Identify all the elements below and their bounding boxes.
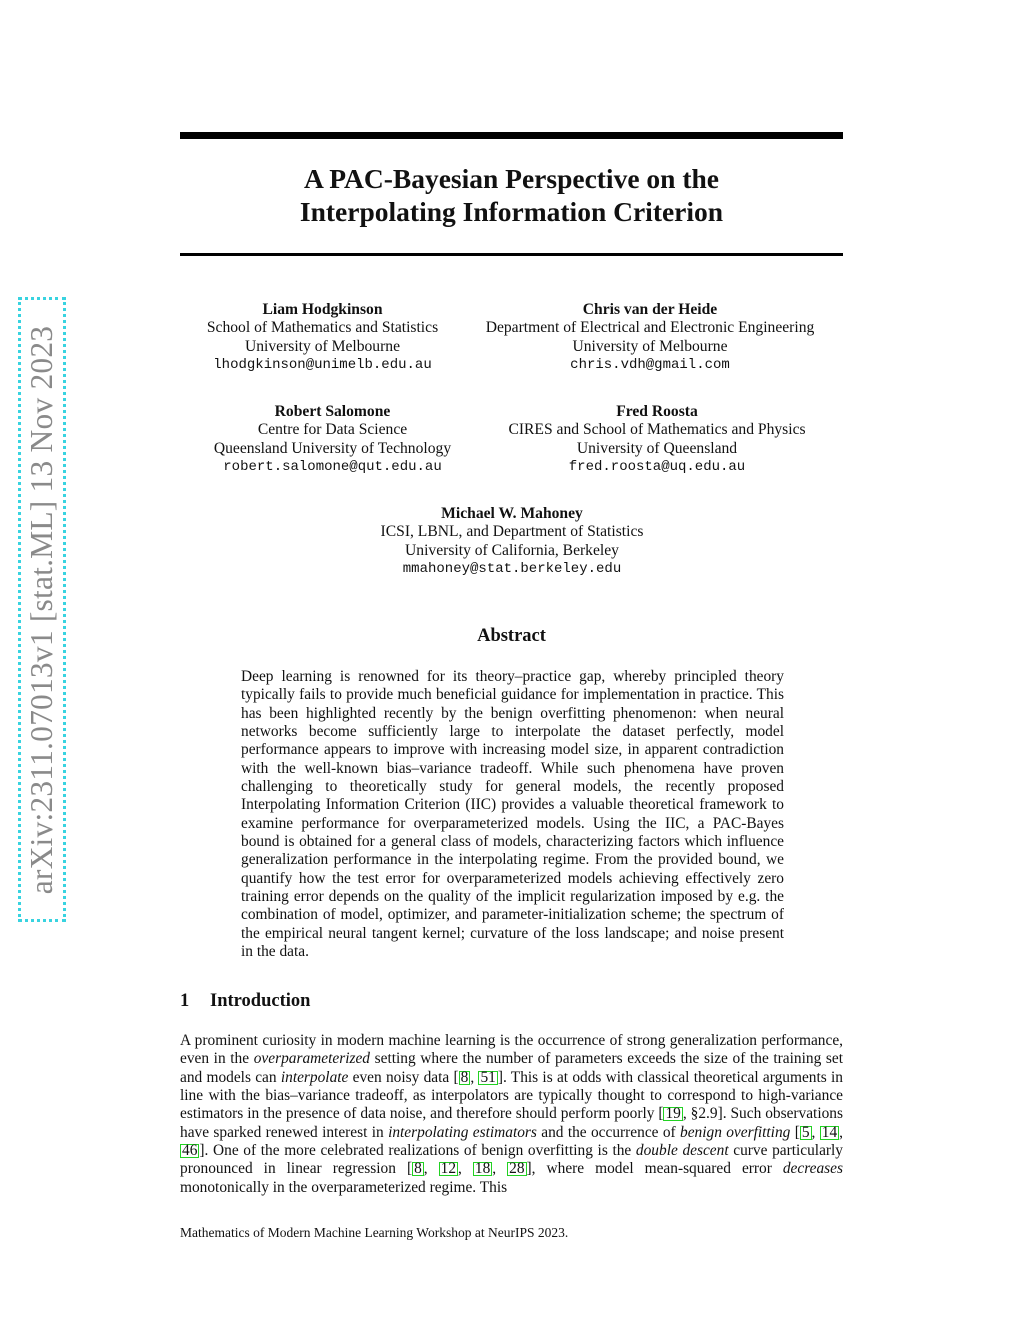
title-rule-bottom [180,253,843,256]
arxiv-stamp [18,297,66,922]
author-block [312,505,712,579]
section-number: 1 [180,991,190,1011]
paper-title [180,162,843,228]
author-affiliation: Centre for Data Science [257,421,408,439]
text-run: and the occurrence of [536,1123,680,1141]
emphasis: benign overfitting [680,1123,791,1141]
author-block [180,403,485,477]
author-email[interactable]: fred.roosta@uq.edu.au [568,459,746,476]
citation-link[interactable]: 8 [414,1160,422,1178]
author-affiliation: ICSI, LBNL, and Department of Statistics [380,523,644,541]
emphasis: interpolating estimators [388,1123,537,1141]
author-affiliation: School of Mathematics and Statistics [206,319,439,337]
citation-link[interactable]: 5 [801,1123,810,1141]
title-rule-top [180,132,843,139]
author-email[interactable]: chris.vdh@gmail.com [570,357,730,374]
author-affiliation: CIRES and School of Mathematics and Physics [508,421,806,439]
author-block [482,403,832,477]
text-run: , §2.9]. Such observations have sparked renewed interest in [180,1105,843,1141]
emphasis: decreases [782,1160,843,1178]
citation-link[interactable]: 51 [480,1068,496,1086]
text-run: [ [790,1123,800,1141]
emphasis: overparameterized [253,1050,370,1068]
author-block [462,301,838,375]
text-run: ], where model mean-squared error [526,1160,783,1178]
text-run: monotonically in the overparameterized regime. This [180,1178,508,1196]
abstract-text: Deep learning is renowned for its theory–practice gap, whereby principled theory typically fails to provide much beneficial guidance for implementation in practice. This has been highlighted recently by the benign overfitting phenomenon: when neural networks become sufficiently large to interpolate the dataset perfectly, model performance appears to improve with increasing model size, in apparent contradiction with the well-known bias–variance tradeoff. While such phenomena have proven challenging to theoretically study for general models, the recently proposed Interpolating Information Criterion (IIC) provides a valuable theoretical framework to examine performance for overparameterized models. Using the IIC, a PAC-Bayes bound is obtained for a general class of models, characterizing factors which influence generalization performance in the interpolating regime. From the provided bound, we quantify how the test error for overparameterized models achieving effectively zero training error depends on the quality of the implicit regularization imposed by e.g. the combination of model, optimizer, and parameter-initialization scheme; the spectrum of the empirical neural tangent kernel; curvature of the loss landscape; and noise present in the data. [241,668,784,961]
citation-link[interactable]: 18 [474,1160,491,1178]
author-name: Robert Salomone [274,403,391,420]
author-name: Michael W. Mahoney [441,505,583,522]
citation-link[interactable]: 12 [440,1160,457,1178]
citation-link[interactable]: 19 [665,1105,681,1123]
text-run: even noisy data [ [348,1068,459,1086]
author-email[interactable]: lhodgkinson@unimelb.edu.au [213,357,432,374]
title-line-2: Interpolating Information Criterion [299,196,724,227]
abstract-heading: Abstract [477,626,546,646]
author-email[interactable]: mmahoney@stat.berkeley.edu [402,561,622,578]
author-email[interactable]: robert.salomone@qut.edu.au [223,459,442,476]
emphasis: interpolate [280,1068,349,1086]
citation-link[interactable]: 28 [509,1160,525,1178]
emphasis: double descent [635,1142,729,1160]
author-name: Fred Roosta [616,403,698,420]
author-institution: Queensland University of Technology [213,439,452,457]
citation-link[interactable]: 14 [821,1123,838,1141]
section-title: Introduction [210,991,311,1011]
arxiv-identifier: arXiv:2311.07013v1 [stat.ML] 13 Nov 2023 [24,325,59,894]
citation-link[interactable]: 8 [460,1068,469,1086]
author-name: Chris van der Heide [582,301,718,318]
text-run: setting where the number of parameters exceeds the size of the training set and models can [180,1050,844,1086]
author-institution: University of Melbourne [244,337,401,355]
author-name: Liam Hodgkinson [262,301,383,318]
author-institution: University of Melbourne [572,337,728,355]
author-institution: University of California, Berkeley [405,541,619,559]
introduction-paragraph: A prominent curiosity in modern machine learning is the occurrence of strong generalization performance, even in the overparameterized setting where the number of parameters exceeds the size of the training set and models can interpolate even noisy data [ 8 , 51 ]. This is at odds with classical theoretical arguments in line with the bias–variance tradeoff, as interpolators are typically thought to correspond to high-variance estimators in the presence of data noise, and therefore should perform poorly [ 19 , §2.9]. Such observations have sparked renewed interest in interpolating estimators and the occurrence of benign overfitting [ 5 , 14 , 46 ]. One of the more celebrated realizations of benign overfitting is the double descent curve particularly pronounced in linear regression [ 8 , 12 , 18 , 28 ], where model mean-squared error decreases monotonically in the overparameterized regime. This [180,1032,844,1196]
text-run: A prominent curiosity in modern machine learning is the occurrence of strong generalization performance, even in the [180,1032,843,1068]
author-affiliation: Department of Electrical and Electronic Engineering [485,319,815,337]
title-line-1: A PAC-Bayesian Perspective on the [304,163,719,194]
text-run: curve particularly pronounced in linear regression [ [180,1142,843,1178]
section-heading [180,991,310,1012]
venue-footnote: Mathematics of Modern Machine Learning Workshop at NeurIPS 2023. [180,1225,569,1240]
citation-link[interactable]: 46 [182,1142,198,1160]
author-block [180,301,465,375]
author-institution: University of Queensland [576,439,738,457]
text-run: ]. One of the more celebrated realizations of benign overfitting is the [199,1142,636,1160]
text-run: ]. This is at odds with classical theoretical arguments in line with the bias–variance tradeoff, as interpolators are typically thought to correspond to high-variance estimators in the presence of data noise, and therefore should perform poorly [ [180,1068,843,1123]
